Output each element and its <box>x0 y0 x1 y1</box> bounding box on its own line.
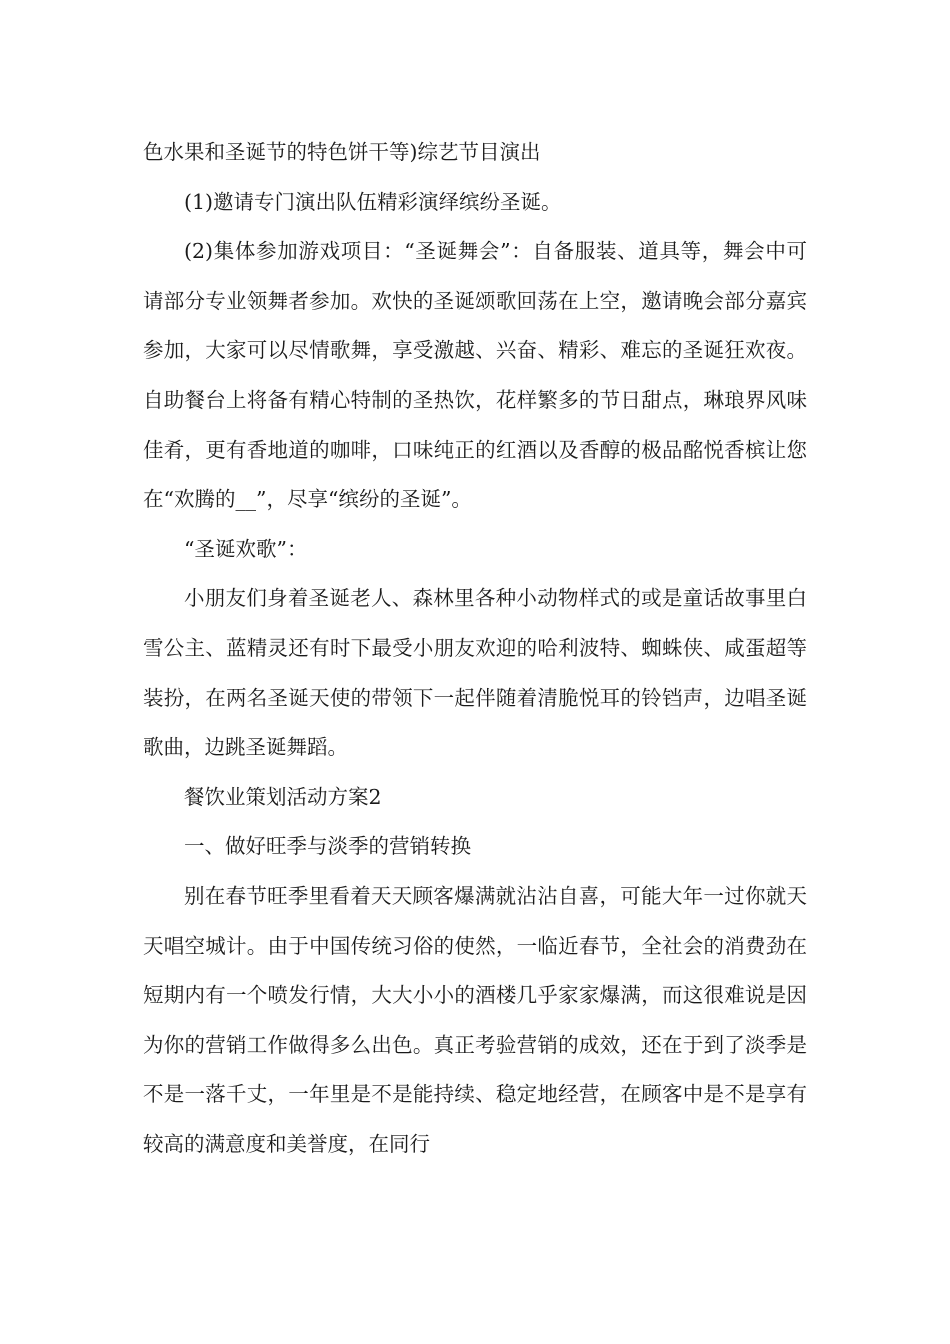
paragraph-8: 别在春节旺季里看着天天顾客爆满就沾沾自喜，可能大年一过你就天天唱空城计。由于中国传统习俗的使然，一临近春节，全社会的消费劲在短期内有一个喷发行情，大大小小的酒楼几乎家家爆满，而这很难说是因为你的营销工作做得多么出色。真正考验营销的成效，还在于到了淡季是不是一落千丈，一年里是不是能持续、稳定地经营，在顾客中是不是享有较高的满意度和美誉度，在同行 <box>143 883 807 1156</box>
section-heading: 餐饮业策划活动方案2 <box>184 784 382 809</box>
paragraph-2: (1)邀请专门演出队伍精彩演绎缤纷圣诞。 <box>184 189 562 214</box>
paragraph-5: 小朋友们身着圣诞老人、森林里各种小动物样式的或是童话故事里白雪公主、蓝精灵还有时下最受小朋友欢迎的哈利波特、蜘蛛侠、咸蛋超等装扮，在两名圣诞天使的带领下一起伴随着清脆悦耳的铃铛声，边唱圣诞歌曲，边跳圣诞舞蹈。 <box>143 586 807 760</box>
paragraph-1: 色水果和圣诞节的特色饼干等)综艺节目演出 <box>143 140 541 164</box>
subsection-heading: 一、做好旺季与淡季的营销转换 <box>184 834 471 859</box>
paragraph-3: (2)集体参加游戏项目：“圣诞舞会”：自备服装、道具等，舞会中可请部分专业领舞者参加。欢快的圣诞颂歌回荡在上空，邀请晚会部分嘉宾参加，大家可以尽情歌舞，享受激越、兴奋、精彩、难忘的圣诞狂欢夜。自助餐台上将备有精心特制的圣热饮，花样繁多的节日甜点，琳琅界风味佳肴，更有香地道的咖啡，口味纯正的红酒以及香醇的极品酩悦香槟让您在“欢腾的__”，尽享“缤纷的圣诞”。 <box>143 239 807 512</box>
paragraph-4: “圣诞欢歌”： <box>184 536 308 561</box>
document-body <box>143 128 807 1169</box>
